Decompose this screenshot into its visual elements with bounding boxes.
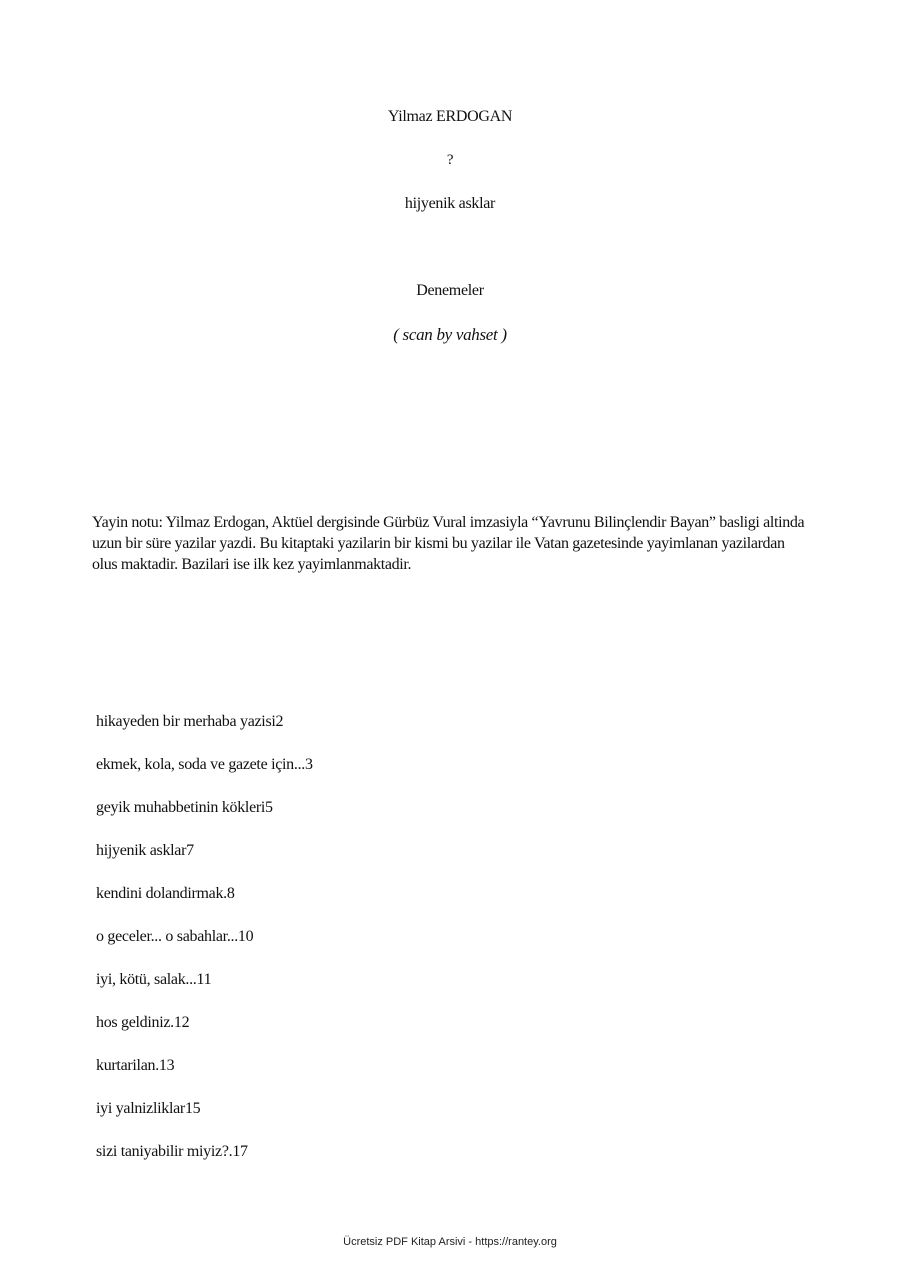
publisher-note: Yayin notu: Yilmaz Erdogan, Aktüel dergisinde Gürbüz Vural imzasiyla “Yavrunu Bilinçlendir Bayan” basligi altinda uzun bir süre yazilar yazdi. Bu kitaptaki yazilarin bir kismi bu yazilar ile Vatan gazetesinde yayimlanan yazilardan olus maktadir. Bazilari ise ilk kez yayimlanmaktadir. bbox=[92, 514, 805, 573]
table-of-contents bbox=[96, 712, 313, 1185]
scan-credit: ( scan by vahset ) bbox=[393, 325, 507, 344]
toc-item: iyi, kötü, salak...11 bbox=[96, 971, 212, 988]
toc-item: geyik muhabbetinin kökleri5 bbox=[96, 799, 273, 816]
book-genre: Denemeler bbox=[416, 282, 484, 299]
toc-item: kendini dolandirmak.8 bbox=[96, 885, 235, 902]
toc-item: hijyenik asklar7 bbox=[96, 842, 194, 859]
page-footer: Ücretsiz PDF Kitap Arsivi - https://rantey.org bbox=[343, 1236, 557, 1248]
toc-item: sizi taniyabilir miyiz?.17 bbox=[96, 1143, 248, 1160]
toc-item: hikayeden bir merhaba yazisi2 bbox=[96, 713, 284, 730]
toc-item: ekmek, kola, soda ve gazete için...3 bbox=[96, 756, 313, 773]
toc-item: hos geldiniz.12 bbox=[96, 1014, 190, 1031]
toc-item: o geceler... o sabahlar...10 bbox=[96, 928, 254, 945]
toc-item: iyi yalnizliklar15 bbox=[96, 1100, 201, 1117]
question-mark: ? bbox=[446, 152, 454, 168]
book-title: hijyenik asklar bbox=[404, 195, 496, 212]
toc-item: kurtarilan.13 bbox=[96, 1057, 175, 1074]
author-name: Yilmaz ERDOGAN bbox=[387, 108, 513, 125]
